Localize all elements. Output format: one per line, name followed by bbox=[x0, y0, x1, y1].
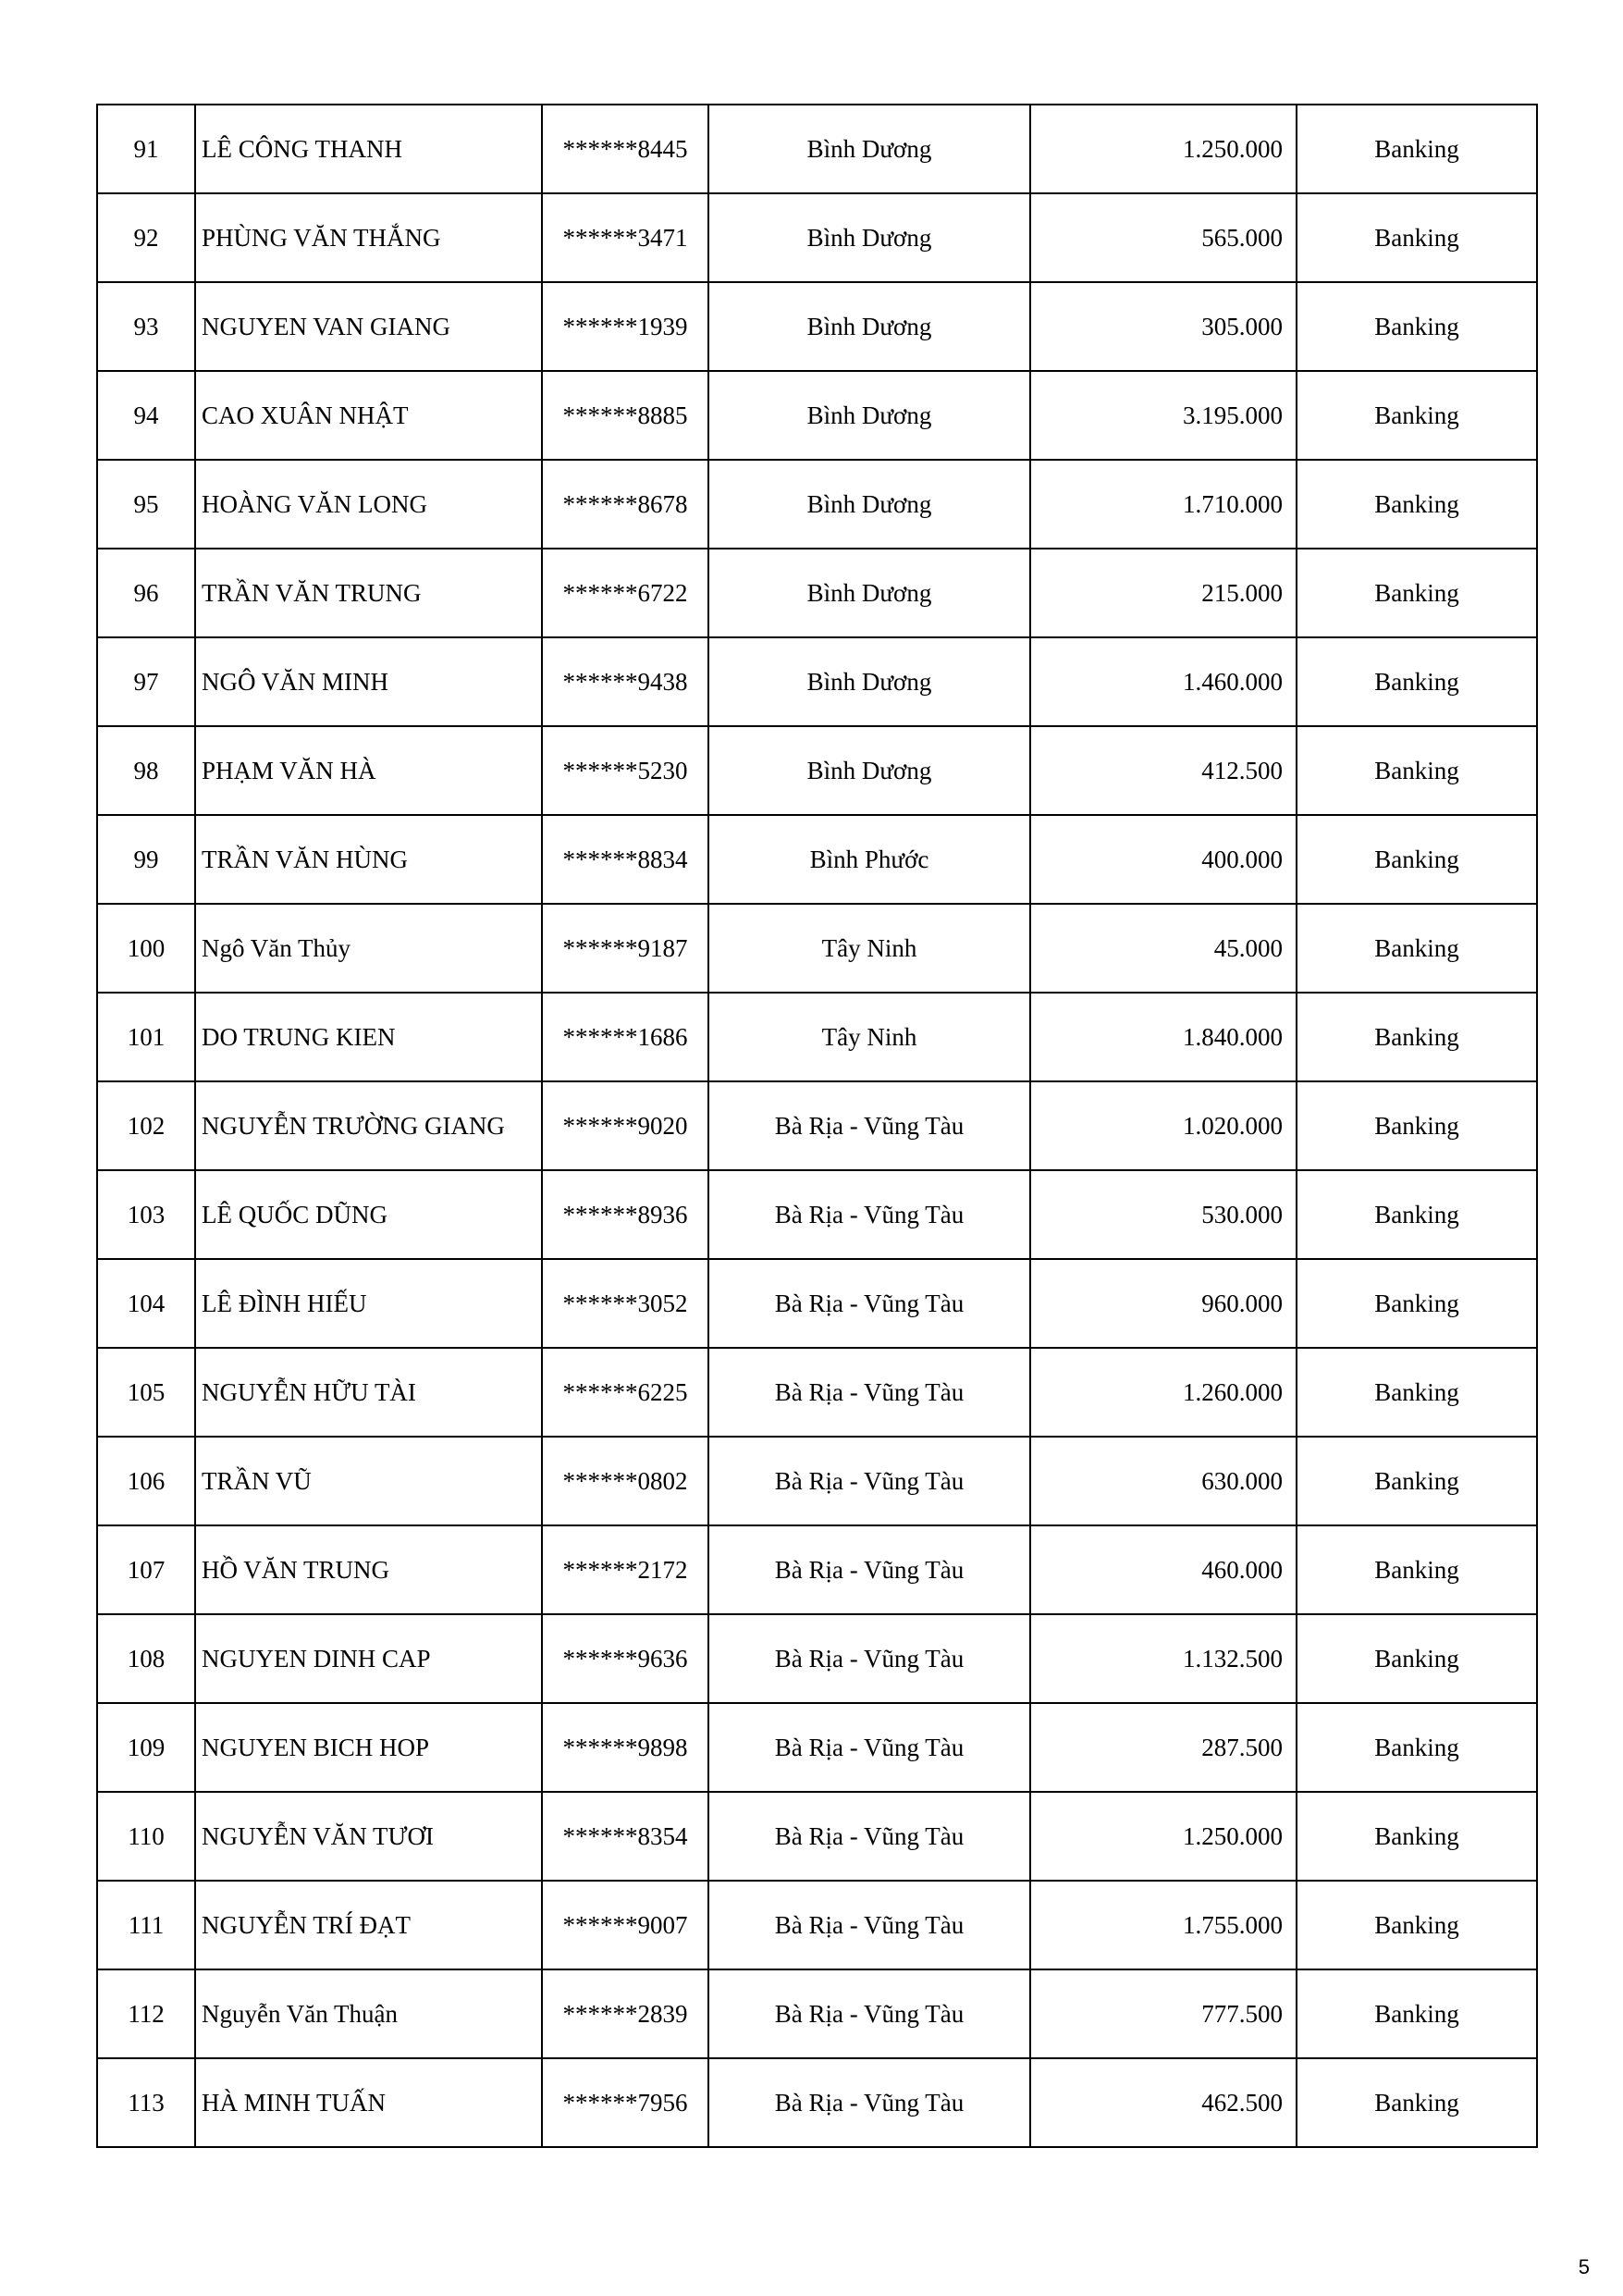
province-cell: Bà Rịa - Vũng Tàu bbox=[708, 1703, 1030, 1792]
account-number-cell: ******8834 bbox=[542, 815, 708, 904]
account-number-cell: ******2172 bbox=[542, 1525, 708, 1614]
row-number-cell: 111 bbox=[97, 1881, 195, 1969]
amount-cell: 215.000 bbox=[1030, 549, 1297, 637]
province-cell: Bình Dương bbox=[708, 282, 1030, 371]
amount-cell: 287.500 bbox=[1030, 1703, 1297, 1792]
account-number-cell: ******1686 bbox=[542, 993, 708, 1081]
row-number-cell: 110 bbox=[97, 1792, 195, 1881]
row-number-cell: 101 bbox=[97, 993, 195, 1081]
table-row bbox=[97, 193, 1537, 282]
payment-method-cell: Banking bbox=[1297, 1703, 1537, 1792]
province-cell: Bà Rịa - Vũng Tàu bbox=[708, 1259, 1030, 1348]
payment-method-cell: Banking bbox=[1297, 1969, 1537, 2058]
payment-method-cell: Banking bbox=[1297, 460, 1537, 549]
amount-cell: 1.840.000 bbox=[1030, 993, 1297, 1081]
amount-cell: 1.460.000 bbox=[1030, 637, 1297, 726]
row-number-cell: 113 bbox=[97, 2058, 195, 2147]
account-number-cell: ******9187 bbox=[542, 904, 708, 993]
table-row bbox=[97, 371, 1537, 460]
row-number-cell: 97 bbox=[97, 637, 195, 726]
payment-method-cell: Banking bbox=[1297, 105, 1537, 193]
account-number-cell: ******9438 bbox=[542, 637, 708, 726]
row-number-cell: 96 bbox=[97, 549, 195, 637]
table-row bbox=[97, 904, 1537, 993]
amount-cell: 305.000 bbox=[1030, 282, 1297, 371]
amount-cell: 1.260.000 bbox=[1030, 1348, 1297, 1437]
amount-cell: 1.755.000 bbox=[1030, 1881, 1297, 1969]
table-row bbox=[97, 1259, 1537, 1348]
province-cell: Bà Rịa - Vũng Tàu bbox=[708, 1614, 1030, 1703]
province-cell: Bình Phước bbox=[708, 815, 1030, 904]
recipient-name-cell: NGUYỄN TRÍ ĐẠT bbox=[195, 1881, 542, 1969]
table-row bbox=[97, 1437, 1537, 1525]
row-number-cell: 108 bbox=[97, 1614, 195, 1703]
payment-method-cell: Banking bbox=[1297, 993, 1537, 1081]
table-row bbox=[97, 549, 1537, 637]
payment-method-cell: Banking bbox=[1297, 726, 1537, 815]
row-number-cell: 112 bbox=[97, 1969, 195, 2058]
table-row bbox=[97, 637, 1537, 726]
payout-table bbox=[96, 104, 1538, 2148]
row-number-cell: 99 bbox=[97, 815, 195, 904]
payout-table-body bbox=[97, 105, 1537, 2147]
account-number-cell: ******1939 bbox=[542, 282, 708, 371]
amount-cell: 460.000 bbox=[1030, 1525, 1297, 1614]
recipient-name-cell: Nguyễn Văn Thuận bbox=[195, 1969, 542, 2058]
payment-method-cell: Banking bbox=[1297, 1259, 1537, 1348]
account-number-cell: ******0802 bbox=[542, 1437, 708, 1525]
account-number-cell: ******9020 bbox=[542, 1081, 708, 1170]
row-number-cell: 95 bbox=[97, 460, 195, 549]
amount-cell: 3.195.000 bbox=[1030, 371, 1297, 460]
province-cell: Bà Rịa - Vũng Tàu bbox=[708, 1081, 1030, 1170]
recipient-name-cell: NGUYEN DINH CAP bbox=[195, 1614, 542, 1703]
account-number-cell: ******8354 bbox=[542, 1792, 708, 1881]
table-row bbox=[97, 815, 1537, 904]
payment-method-cell: Banking bbox=[1297, 1348, 1537, 1437]
province-cell: Bình Dương bbox=[708, 726, 1030, 815]
recipient-name-cell: PHẠM VĂN HÀ bbox=[195, 726, 542, 815]
row-number-cell: 103 bbox=[97, 1170, 195, 1259]
recipient-name-cell: NGUYỄN HỮU TÀI bbox=[195, 1348, 542, 1437]
recipient-name-cell: NGUYỄN VĂN TƯƠI bbox=[195, 1792, 542, 1881]
row-number-cell: 106 bbox=[97, 1437, 195, 1525]
recipient-name-cell: NGUYEN VAN GIANG bbox=[195, 282, 542, 371]
account-number-cell: ******2839 bbox=[542, 1969, 708, 2058]
recipient-name-cell: NGÔ VĂN MINH bbox=[195, 637, 542, 726]
recipient-name-cell: HỒ VĂN TRUNG bbox=[195, 1525, 542, 1614]
recipient-name-cell: HÀ MINH TUẤN bbox=[195, 2058, 542, 2147]
amount-cell: 412.500 bbox=[1030, 726, 1297, 815]
province-cell: Bà Rịa - Vũng Tàu bbox=[708, 1348, 1030, 1437]
recipient-name-cell: TRẦN VĂN HÙNG bbox=[195, 815, 542, 904]
account-number-cell: ******9898 bbox=[542, 1703, 708, 1792]
recipient-name-cell: LÊ QUỐC DŨNG bbox=[195, 1170, 542, 1259]
amount-cell: 45.000 bbox=[1030, 904, 1297, 993]
row-number-cell: 94 bbox=[97, 371, 195, 460]
payment-method-cell: Banking bbox=[1297, 1792, 1537, 1881]
table-row bbox=[97, 282, 1537, 371]
table-row bbox=[97, 460, 1537, 549]
amount-cell: 777.500 bbox=[1030, 1969, 1297, 2058]
amount-cell: 530.000 bbox=[1030, 1170, 1297, 1259]
amount-cell: 1.132.500 bbox=[1030, 1614, 1297, 1703]
payment-method-cell: Banking bbox=[1297, 904, 1537, 993]
recipient-name-cell: LÊ CÔNG THANH bbox=[195, 105, 542, 193]
row-number-cell: 102 bbox=[97, 1081, 195, 1170]
account-number-cell: ******3052 bbox=[542, 1259, 708, 1348]
payment-method-cell: Banking bbox=[1297, 1525, 1537, 1614]
payment-method-cell: Banking bbox=[1297, 637, 1537, 726]
table-row bbox=[97, 993, 1537, 1081]
province-cell: Tây Ninh bbox=[708, 904, 1030, 993]
province-cell: Bình Dương bbox=[708, 460, 1030, 549]
table-row bbox=[97, 1614, 1537, 1703]
province-cell: Bình Dương bbox=[708, 637, 1030, 726]
recipient-name-cell: TRẦN VŨ bbox=[195, 1437, 542, 1525]
payment-method-cell: Banking bbox=[1297, 2058, 1537, 2147]
row-number-cell: 104 bbox=[97, 1259, 195, 1348]
amount-cell: 400.000 bbox=[1030, 815, 1297, 904]
account-number-cell: ******9636 bbox=[542, 1614, 708, 1703]
payment-method-cell: Banking bbox=[1297, 1437, 1537, 1525]
account-number-cell: ******3471 bbox=[542, 193, 708, 282]
payment-method-cell: Banking bbox=[1297, 1614, 1537, 1703]
province-cell: Bình Dương bbox=[708, 549, 1030, 637]
table-row bbox=[97, 726, 1537, 815]
account-number-cell: ******7956 bbox=[542, 2058, 708, 2147]
account-number-cell: ******6722 bbox=[542, 549, 708, 637]
payment-method-cell: Banking bbox=[1297, 193, 1537, 282]
province-cell: Bà Rịa - Vũng Tàu bbox=[708, 2058, 1030, 2147]
recipient-name-cell: NGUYEN BICH HOP bbox=[195, 1703, 542, 1792]
amount-cell: 462.500 bbox=[1030, 2058, 1297, 2147]
page-number: 5 bbox=[1578, 2255, 1590, 2278]
recipient-name-cell: TRẦN VĂN TRUNG bbox=[195, 549, 542, 637]
table-row bbox=[97, 1081, 1537, 1170]
recipient-name-cell: DO TRUNG KIEN bbox=[195, 993, 542, 1081]
province-cell: Bà Rịa - Vũng Tàu bbox=[708, 1881, 1030, 1969]
recipient-name-cell: NGUYỄN TRƯỜNG GIANG bbox=[195, 1081, 542, 1170]
amount-cell: 1.250.000 bbox=[1030, 105, 1297, 193]
province-cell: Bà Rịa - Vũng Tàu bbox=[708, 1170, 1030, 1259]
account-number-cell: ******8936 bbox=[542, 1170, 708, 1259]
recipient-name-cell: PHÙNG VĂN THẮNG bbox=[195, 193, 542, 282]
payment-method-cell: Banking bbox=[1297, 1170, 1537, 1259]
amount-cell: 1.710.000 bbox=[1030, 460, 1297, 549]
amount-cell: 630.000 bbox=[1030, 1437, 1297, 1525]
amount-cell: 960.000 bbox=[1030, 1259, 1297, 1348]
province-cell: Bà Rịa - Vũng Tàu bbox=[708, 1969, 1030, 2058]
row-number-cell: 100 bbox=[97, 904, 195, 993]
payment-method-cell: Banking bbox=[1297, 549, 1537, 637]
row-number-cell: 93 bbox=[97, 282, 195, 371]
province-cell: Tây Ninh bbox=[708, 993, 1030, 1081]
table-row bbox=[97, 1525, 1537, 1614]
table-row bbox=[97, 1881, 1537, 1969]
row-number-cell: 107 bbox=[97, 1525, 195, 1614]
account-number-cell: ******8445 bbox=[542, 105, 708, 193]
amount-cell: 1.020.000 bbox=[1030, 1081, 1297, 1170]
row-number-cell: 109 bbox=[97, 1703, 195, 1792]
payment-method-cell: Banking bbox=[1297, 815, 1537, 904]
payment-method-cell: Banking bbox=[1297, 1081, 1537, 1170]
account-number-cell: ******8678 bbox=[542, 460, 708, 549]
province-cell: Bình Dương bbox=[708, 193, 1030, 282]
recipient-name-cell: HOÀNG VĂN LONG bbox=[195, 460, 542, 549]
table-row bbox=[97, 1703, 1537, 1792]
recipient-name-cell: Ngô Văn Thủy bbox=[195, 904, 542, 993]
table-row bbox=[97, 2058, 1537, 2147]
amount-cell: 1.250.000 bbox=[1030, 1792, 1297, 1881]
amount-cell: 565.000 bbox=[1030, 193, 1297, 282]
payment-method-cell: Banking bbox=[1297, 1881, 1537, 1969]
province-cell: Bà Rịa - Vũng Tàu bbox=[708, 1792, 1030, 1881]
table-row bbox=[97, 1348, 1537, 1437]
account-number-cell: ******9007 bbox=[542, 1881, 708, 1969]
table-row bbox=[97, 1969, 1537, 2058]
table-row bbox=[97, 1792, 1537, 1881]
province-cell: Bà Rịa - Vũng Tàu bbox=[708, 1525, 1030, 1614]
account-number-cell: ******6225 bbox=[542, 1348, 708, 1437]
account-number-cell: ******5230 bbox=[542, 726, 708, 815]
payment-method-cell: Banking bbox=[1297, 282, 1537, 371]
province-cell: Bình Dương bbox=[708, 371, 1030, 460]
province-cell: Bình Dương bbox=[708, 105, 1030, 193]
recipient-name-cell: LÊ ĐÌNH HIẾU bbox=[195, 1259, 542, 1348]
row-number-cell: 98 bbox=[97, 726, 195, 815]
recipient-name-cell: CAO XUÂN NHẬT bbox=[195, 371, 542, 460]
table-row bbox=[97, 105, 1537, 193]
row-number-cell: 105 bbox=[97, 1348, 195, 1437]
province-cell: Bà Rịa - Vũng Tàu bbox=[708, 1437, 1030, 1525]
payment-method-cell: Banking bbox=[1297, 371, 1537, 460]
account-number-cell: ******8885 bbox=[542, 371, 708, 460]
row-number-cell: 91 bbox=[97, 105, 195, 193]
row-number-cell: 92 bbox=[97, 193, 195, 282]
table-row bbox=[97, 1170, 1537, 1259]
